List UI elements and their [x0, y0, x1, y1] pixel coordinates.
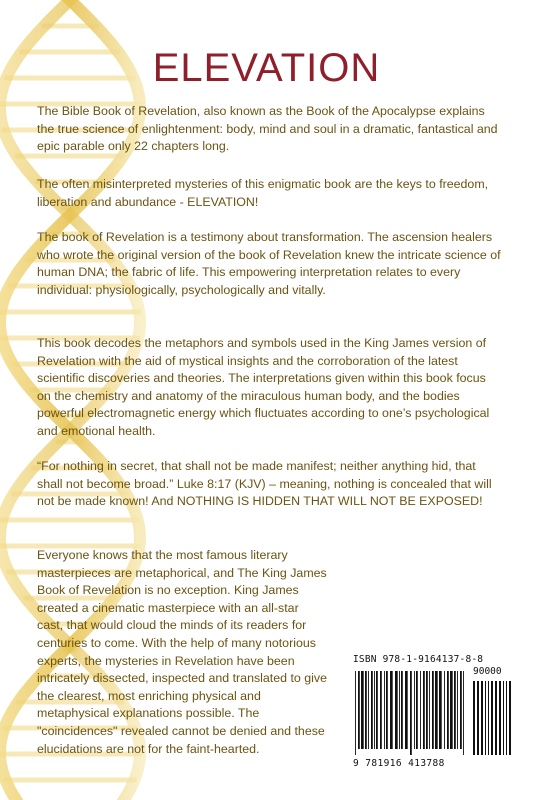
barcode-addon-bar: [488, 681, 489, 755]
barcode-addon-bar: [491, 681, 493, 755]
barcode-bar: [439, 671, 442, 749]
barcode-bar: [355, 671, 356, 755]
barcode-bar: [435, 671, 438, 749]
barcode-addon-bar: [473, 681, 475, 755]
barcode-bars: [353, 667, 513, 759]
barcode-addon-bar: [509, 681, 511, 755]
blurb-paragraph-5: “For nothing in secret, that shall not be made manifest; neither anything hid, that shall not become broad.” Luke 8:17 (KJV) – meaning, nothing is concealed that will not be made known! And NOTHING IS HIDDEN THAT WILL NOT BE EXPOSED!: [37, 459, 492, 509]
barcode-bar: [444, 671, 445, 749]
barcode-bar: [386, 671, 388, 749]
barcode-addon-bar: [499, 681, 501, 755]
barcode-bar: [365, 671, 367, 749]
barcode-bar: [460, 671, 462, 749]
barcode-addon-bar: [503, 681, 504, 755]
barcode-bar: [447, 671, 449, 749]
barcode-bar: [371, 671, 373, 749]
barcode-bar: [358, 671, 360, 749]
barcode-bar: [463, 671, 464, 755]
barcode-bar: [432, 671, 434, 749]
blurb-paragraph-6: Everyone knows that the most famous literary masterpieces are metaphorical, and The King James Book of Revelation is no exception. King James created a cinematic masterpiece with an all-star cast, that would cloud the minds of its readers for centuries to come. With the help of many notorious experts, the mysteries in Revelation have been intricately dissected, inspected and translated to give the clearest, most enriching physical and metaphysical explanations possible. The "coincidences" revealed cannot be denied and these elucidations are not for the faint-hearted.: [37, 547, 503, 771]
barcode-digits: 9 781916 413788: [353, 758, 445, 769]
blurb-paragraph-1: The Bible Book of Revelation, also known as the Book of the Apocalypse explains the true science of enlightenment: body, mind and soul in a dramatic, fantastical and epic parable only 22 chapters long.: [37, 104, 498, 154]
barcode-bar: [416, 671, 418, 749]
barcode-bar: [410, 671, 412, 755]
barcode-bar: [420, 671, 421, 749]
barcode-addon-bar: [485, 681, 486, 755]
barcode-bar: [374, 671, 375, 749]
barcode-bar: [401, 671, 403, 749]
barcode-bar: [414, 671, 415, 749]
barcode-bar: [426, 671, 428, 749]
barcode-bar: [380, 671, 382, 749]
barcode-bar: [399, 671, 400, 749]
blurb-paragraph-3: The book of Revelation is a testimony about transformation. The ascension healers who wrote the original version of the book of Revelation knew the intricate science of human DNA; the fabric of life. This empowering interpretation relates to every individual: physiologically, psychologically and vitally.: [37, 230, 501, 297]
barcode-bar: [361, 671, 364, 749]
barcode-bar: [457, 671, 458, 749]
barcode-addon-bar: [506, 681, 507, 755]
blurb-paragraph-2: The often misinterpreted mysteries of this enigmatic book are the keys to freedom, liberation and abundance - ELEVATION!: [37, 177, 489, 209]
price-code: 90000: [473, 666, 502, 677]
barcode-bar: [376, 671, 378, 749]
barcode-addon-bar: [477, 681, 479, 755]
book-title: ELEVATION: [152, 46, 381, 90]
barcode-bar: [395, 671, 398, 749]
barcode-addon-bar: [495, 681, 497, 755]
blurb-paragraph-4: This book decodes the metaphors and symbols used in the King James version of Revelation with the aid of mystical insights and the corroboration of the latest scientific discoveries and theories. The interpretations given within this book focus on the chemistry and anatomy of the miraculous human body, and the bodies powerful electromagnetic energy which fluctuates according to one’s psychological and emotional health.: [37, 336, 490, 438]
barcode-bar: [405, 671, 408, 749]
barcode-bar: [454, 671, 456, 749]
barcode-bar: [390, 671, 393, 749]
barcode-addon-bar: [481, 681, 483, 755]
barcode-bar: [384, 671, 385, 749]
barcode-bar: [368, 671, 369, 749]
isbn-barcode: [349, 652, 516, 770]
isbn-label: ISBN 978-1-9164137-8-8: [353, 654, 484, 665]
barcode-bar: [429, 671, 430, 749]
barcode-bar: [450, 671, 453, 749]
barcode-bar: [423, 671, 425, 749]
